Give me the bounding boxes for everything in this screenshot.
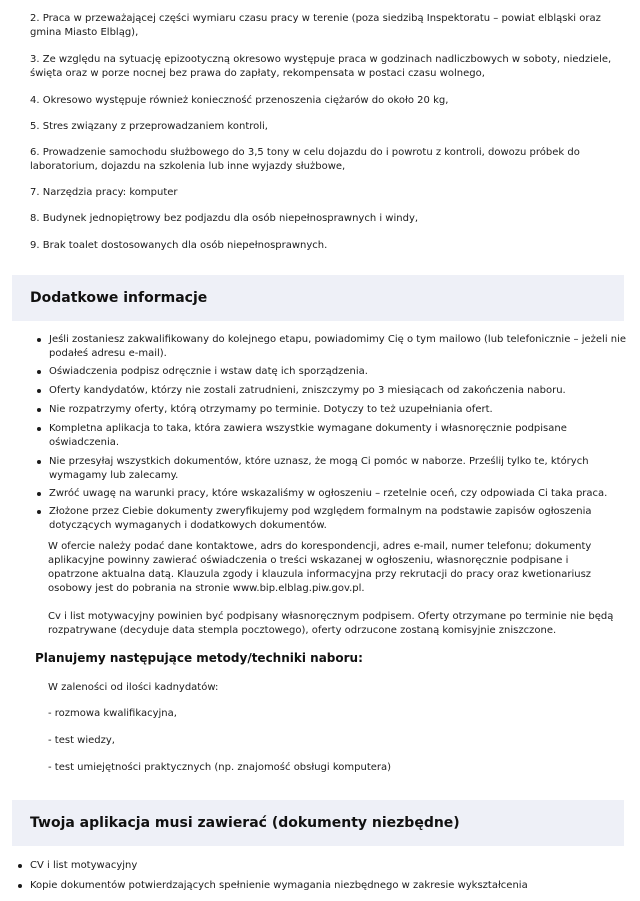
- list-item: Nie rozpatrzymy oferty, którą otrzymamy po terminie. Dotyczy to też uzupełniania ofert.: [37, 403, 627, 417]
- list-item: Zwróć uwagę na warunki pracy, które wskazaliśmy w ogłoszeniu – rzetelnie oceń, czy odpowiada Ci taka praca.: [37, 487, 627, 501]
- methods-intro: W zaleności od ilości kadnydatów:: [48, 682, 219, 693]
- list-item: Kompletna aplikacja to taka, która zawiera wszystkie wymagane dokumenty i własnoręcznie podpisane oświadczenia.: [37, 422, 627, 450]
- list-item: Jeśli zostaniesz zakwalifikowany do kolejnego etapu, powiadomimy Cię o tym mailowo (lub telefonicznie – jeżeli nie podałeś adresu e-mail).: [37, 333, 627, 361]
- section-title: Dodatkowe informacje: [30, 290, 208, 306]
- condition-item: 7. Narzędzia pracy: komputer: [30, 187, 178, 198]
- required-documents-list: [18, 859, 628, 893]
- list-item: Złożone przez Ciebie dokumenty zweryfikujemy pod względem formalnym na podstawie zapisów ogłoszenia dotyczących wymaganych i dodatkowych dokumentów.: [37, 505, 627, 533]
- condition-item: 4. Okresowo występuje również konieczność przenoszenia ciężarów do około 20 kg,: [30, 95, 449, 106]
- section-title: Twoja aplikacja musi zawierać (dokumenty niezbędne): [30, 815, 460, 831]
- additional-info-list: [37, 333, 627, 533]
- list-item: CV i list motywacyjny: [18, 859, 628, 873]
- list-item: Nie przesyłaj wszystkich dokumentów, które uznasz, że mogą Ci pomóc w naborze. Prześlij tylko te, których wymagamy lub zalecamy.: [37, 455, 627, 483]
- method-item: - test wiedzy,: [48, 735, 115, 746]
- section-header-required-documents: [12, 800, 624, 846]
- condition-item: 8. Budynek jednopiętrowy bez podjazdu dla osób niepełnosprawnych i windy,: [30, 213, 419, 224]
- methods-heading: Planujemy następujące metody/techniki naboru:: [35, 651, 363, 665]
- list-item: Oferty kandydatów, którzy nie zostali zatrudnieni, zniszczymy po 3 miesiącach od zakończenia naboru.: [37, 384, 627, 398]
- condition-item: 9. Brak toalet dostosowanych dla osób niepełnosprawnych.: [30, 240, 328, 251]
- list-item: Kopie dokumentów potwierdzających spełnienie wymagania niezbędnego w zakresie wykształcenia: [18, 879, 628, 893]
- method-item: - test umiejętności praktycznych (np. znajomość obsługi komputera): [48, 762, 392, 773]
- condition-item: 5. Stres związany z przeprowadzaniem kontroli,: [30, 121, 268, 132]
- additional-info-paragraph: W ofercie należy podać dane kontaktowe, adrs do korespondencji, adres e-mail, numer telefonu; dokumenty aplikacyjne powinny zawierać oświadczenia o treści wskazanej w ogłoszeniu, własnoręcznie podpisane i opatrzone aktualna datą. Klauzula zgody i klauzula informacyjna przy rekrutacji do pracy oraz kwetionariusz osobowy jest do pobrania na stronie www.bip.elblag.piw.gov.pl.: [48, 541, 592, 594]
- condition-item: 3. Ze względu na sytuację epizootyczną okresowo występuje praca w godzinach nadliczbowych w soboty, niedziele, święta oraz w porze nocnej bez prawa do zapłaty, rekompensata w postaci czasu wolnego,: [30, 54, 612, 79]
- condition-item: 2. Praca w przeważającej części wymiaru czasu pracy w terenie (poza siedzibą Inspektoratu – powiat elbląski oraz gmina Miasto Elbląg),: [30, 13, 601, 38]
- list-item: Oświadczenia podpisz odręcznie i wstaw datę ich sporządzenia.: [37, 365, 627, 379]
- method-item: - rozmowa kwalifikacyjna,: [48, 708, 177, 719]
- condition-item: 6. Prowadzenie samochodu służbowego do 3,5 tony w celu dojazdu do i powrotu z kontroli, dowozu próbek do laboratorium, dojazdu na szkolenia lub inne wyjazdy służbowe,: [30, 147, 580, 172]
- additional-info-paragraph: Cv i list motywacyjny powinien być podpisany własnoręcznym podpisem. Oferty otrzymane po terminie nie będą rozpatrywane (decyduje data stempla pocztowego), oferty odrzucone zostaną komisyjnie zniszczone.: [48, 611, 614, 636]
- section-header-additional-info: [12, 275, 624, 321]
